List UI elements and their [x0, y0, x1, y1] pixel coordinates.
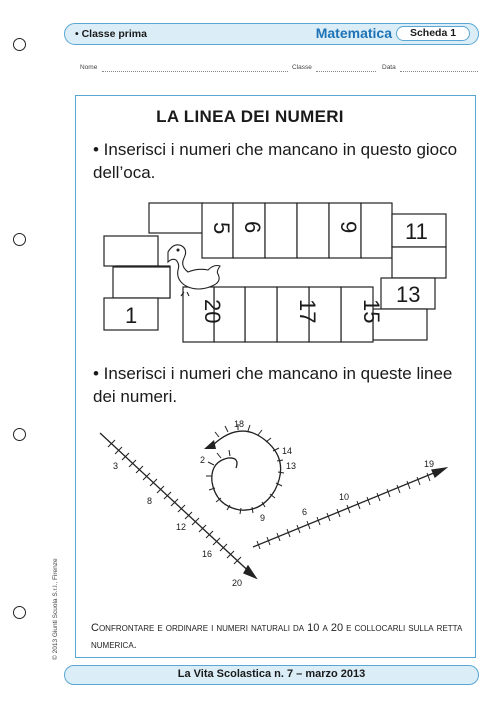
- cell-18[interactable]: [245, 287, 277, 342]
- number-line-1: [100, 433, 256, 588]
- tick-label: 8: [147, 496, 153, 506]
- tick-label: 3: [113, 461, 119, 471]
- sheet-badge: Scheda 1: [396, 26, 470, 41]
- line-axis: [100, 433, 256, 578]
- class-field-label: Classe: [292, 64, 312, 71]
- cell-number: 6: [240, 221, 265, 234]
- cell-number: 13: [396, 282, 421, 307]
- cell-blank[interactable]: [149, 203, 203, 233]
- class-label: • Classe prima: [75, 28, 147, 40]
- subject-label: Matematica: [315, 25, 392, 41]
- arrow-head: [432, 468, 446, 477]
- name-label: Nome: [80, 64, 98, 71]
- cell-10[interactable]: [361, 203, 392, 258]
- cell-7[interactable]: [265, 203, 297, 258]
- learning-objective: Confrontare e ordinare i numeri naturali da 10 a 20 e collocarli sulla retta numerica.: [91, 622, 463, 651]
- tick-label: 12: [176, 522, 187, 532]
- instruction-1: • Inserisci i numeri che mancano in questo gioco dell’oca.: [93, 140, 458, 182]
- spiral-curve: [212, 431, 281, 510]
- instruction-2: • Inserisci i numeri che mancano in queste linee dei numeri.: [93, 364, 453, 406]
- tick-label: 14: [282, 446, 293, 456]
- goose-board: [104, 203, 446, 342]
- tick-label: 20: [232, 578, 243, 588]
- footer-bar: La Vita Scolastica n. 7 – marzo 2013: [64, 665, 479, 685]
- cell-number: 15: [359, 299, 384, 324]
- page-title: LA LINEA DEI NUMERI: [156, 107, 344, 126]
- tick-label: 10: [339, 492, 350, 502]
- tick-label: 19: [424, 459, 435, 469]
- cell-number: 5: [209, 222, 234, 235]
- number-line-spiral: [200, 419, 296, 523]
- cell-8[interactable]: [297, 203, 329, 258]
- cell-number: 20: [200, 299, 225, 324]
- cell-2[interactable]: [113, 267, 170, 298]
- date-label: Data: [382, 64, 396, 71]
- cell-number: 17: [295, 299, 320, 324]
- cell-4[interactable]: [104, 236, 158, 266]
- tick-label: 18: [234, 419, 245, 429]
- cell-number: 11: [405, 219, 428, 244]
- cell-number: 1: [125, 303, 138, 328]
- arrow-head: [204, 440, 216, 449]
- tick-label: 6: [302, 507, 308, 517]
- line-axis: [253, 468, 446, 547]
- cell-number: 9: [336, 221, 361, 234]
- copyright-notice: © 2013 Giunti Scuola S.r.l., Firenze: [52, 558, 59, 660]
- tick-label: 2: [200, 455, 206, 465]
- tick-label: 13: [286, 461, 297, 471]
- tick-label: 9: [260, 513, 266, 523]
- cell-12[interactable]: [392, 247, 446, 278]
- tick-label: 16: [202, 549, 213, 559]
